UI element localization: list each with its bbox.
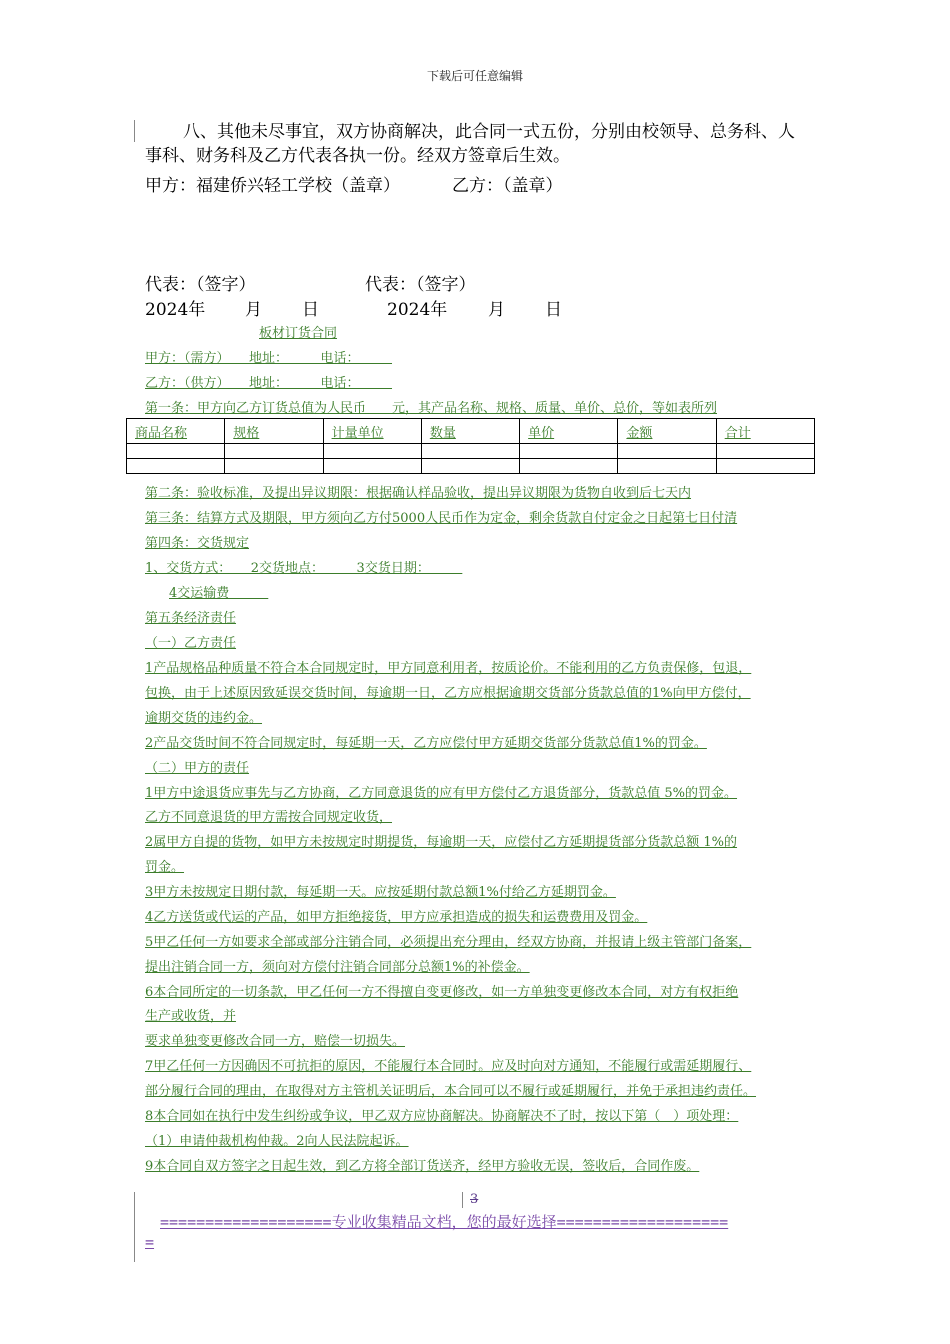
clause-a7-line2: 部分履行合同的理由，在取得对方主管机关证明后，本合同可以不履行或延期履行，并免于承担违约责任。 [145, 1084, 757, 1099]
party-a-seal: 甲方：福建侨兴轻工学校（盖章） [145, 176, 400, 196]
table-cell[interactable] [127, 444, 225, 459]
party-b-line: 乙方：（供方） 地址： 电话： [145, 376, 393, 391]
table-cell[interactable] [323, 444, 421, 459]
page-num-marker [462, 1192, 463, 1208]
section-party-a: （二）甲方的责任 [145, 761, 250, 776]
party-a-line: 甲方：（需方） 地址： 电话： [145, 351, 393, 366]
clause-a4: 4乙方送货或代运的产品，如甲方拒绝接货，甲方应承担造成的损失和运费费用及罚金。 [145, 910, 648, 925]
clause-a8-line2: （1）申请仲裁机构仲裁。2向人民法院起诉。 [145, 1134, 409, 1149]
date-b-year: 2024年 [387, 300, 448, 320]
footer-slogan-bar [160, 1211, 810, 1232]
table-cell[interactable] [421, 459, 519, 474]
table-cell[interactable] [716, 459, 814, 474]
article-4-items: 1、交货方式： 2交货地点： 3交货日期： [145, 561, 463, 576]
table-cell[interactable] [323, 459, 421, 474]
margin-line-top [134, 120, 135, 142]
clause-a9: 9本合同自双方签字之日起生效，到乙方将全部订货送齐，经甲方验收无误，签收后，合同作废。 [145, 1159, 700, 1174]
order-table [126, 418, 815, 474]
article-1: 第一条：甲方向乙方订货总值为人民币 元，其产品名称、规格、质量、单价、总价，等如表所列 [145, 401, 718, 416]
table-cell[interactable] [421, 444, 519, 459]
rep-b-signature: 代表：（签字） [365, 275, 476, 295]
table-header: 规格 [225, 419, 323, 444]
table-header: 数量 [421, 419, 519, 444]
table-cell[interactable] [618, 444, 716, 459]
article-2: 第二条：验收标准，及提出异议期限：根据确认样品验收，提出异议期限为货物自收到后七天内 [145, 486, 692, 501]
clause-a6-line2: 生产或收货，并 [145, 1009, 237, 1024]
table-row [127, 459, 815, 474]
clause-a5-line1: 5甲乙任何一方如要求全部或部分注销合同，必须提出充分理由，经双方协商，并报请上级主管部门备案， [145, 935, 752, 950]
article-5: 第五条经济责任 [145, 611, 237, 626]
date-a-year: 2024年 [145, 300, 206, 320]
table-cell[interactable] [225, 459, 323, 474]
footer-tail: = [145, 1233, 155, 1251]
table-header: 金额 [618, 419, 716, 444]
article-4: 第四条：交货规定 [145, 536, 250, 551]
table-header: 合计 [716, 419, 814, 444]
table-header: 计量单位 [323, 419, 421, 444]
clause-8-text: 八、其他未尽事宜，双方协商解决，此合同一式五份，分别由校领导、总务科、人事科、财务科及乙方代表各执一份。经双方签章后生效。 [145, 122, 795, 166]
clause-a2-line2: 罚金。 [145, 860, 185, 875]
clause-b1-line1: 1产品规格品种质量不符合本合同规定时，甲方同意利用者，按质论价。不能利用的乙方负责保修，包退， [145, 661, 752, 676]
table-cell[interactable] [520, 444, 618, 459]
clause-b1-line2: 包换，由于上述原因致延误交货时间，每逾期一日，乙方应根据逾期交货部分货款总值的1%向甲方偿付， [145, 686, 751, 701]
contract-title: 板材订货合同 [259, 326, 338, 341]
date-a-day: 日 [302, 300, 319, 320]
page-number: 3 [470, 1192, 479, 1207]
clause-a1-line1: 1甲方中途退货应事先与乙方协商，乙方同意退货的应有甲方偿付乙方退货部分，货款总值 5%的罚金。 [145, 786, 738, 801]
section-party-b: （一）乙方责任 [145, 636, 237, 651]
footer-right-rule: =================== [556, 1213, 729, 1231]
footer-slogan: 专业收集精品文档，您的最好选择 [331, 1213, 557, 1231]
clause-a3: 3甲方未按规定日期付款，每延期一天。应按延期付款总额1%付给乙方延期罚金。 [145, 885, 616, 900]
clause-a6-line3: 要求单独变更修改合同一方，赔偿一切损失。 [145, 1034, 406, 1049]
clause-a2-line1: 2属甲方自提的货物，如甲方未按规定时期提货，每逾期一天，应偿付乙方延期提货部分货款总额 1%的 [145, 835, 738, 850]
table-cell[interactable] [225, 444, 323, 459]
clause-b2: 2产品交货时间不符合同规定时，每延期一天，乙方应偿付甲方延期交货部分货款总值1%的罚金。 [145, 736, 707, 751]
date-a-month: 月 [245, 300, 262, 320]
clause-a6-line1: 6本合同所定的一切条款，甲乙任何一方不得擅自变更修改，如一方单独变更修改本合同，对方有权拒绝 [145, 985, 739, 1000]
article-3: 第三条：结算方式及期限，甲方须向乙方付5000人民币作为定金，剩余货款自付定金之日起第七日付清 [145, 511, 738, 526]
footer-left-rule: =================== [160, 1213, 332, 1231]
table-cell[interactable] [618, 459, 716, 474]
clause-a7-line1: 7甲乙任何一方因确因不可抗拒的原因，不能履行本合同时。应及时向对方通知，不能履行或需延期履行、 [145, 1059, 752, 1074]
margin-line-bottom [134, 1192, 135, 1262]
clause-a1-line2: 乙方不同意退货的甲方需按合同规定收货， [145, 810, 393, 825]
clause-a5-line2: 提出注销合同一方，须向对方偿付注销合同部分总额1%的补偿金。 [145, 960, 530, 975]
clause-b1-line3: 逾期交货的违约金。 [145, 711, 263, 726]
party-b-seal: 乙方：（盖章） [452, 176, 563, 196]
clause-a8-line1: 8本合同如在执行中发生纠纷或争议，甲乙双方应协商解决。协商解决不了时，按以下第（ ）项处理： [145, 1109, 739, 1124]
date-b-month: 月 [488, 300, 505, 320]
table-cell[interactable] [127, 459, 225, 474]
rep-a-signature: 代表：（签字） [145, 275, 256, 295]
table-header: 商品名称 [127, 419, 225, 444]
date-b-day: 日 [545, 300, 562, 320]
article-4-item-4: 4交运输费 [169, 586, 269, 601]
header-note: 下载后可任意编辑 [426, 69, 523, 83]
table-row [127, 444, 815, 459]
table-cell[interactable] [520, 459, 618, 474]
table-cell[interactable] [716, 444, 814, 459]
table-header: 单价 [520, 419, 618, 444]
